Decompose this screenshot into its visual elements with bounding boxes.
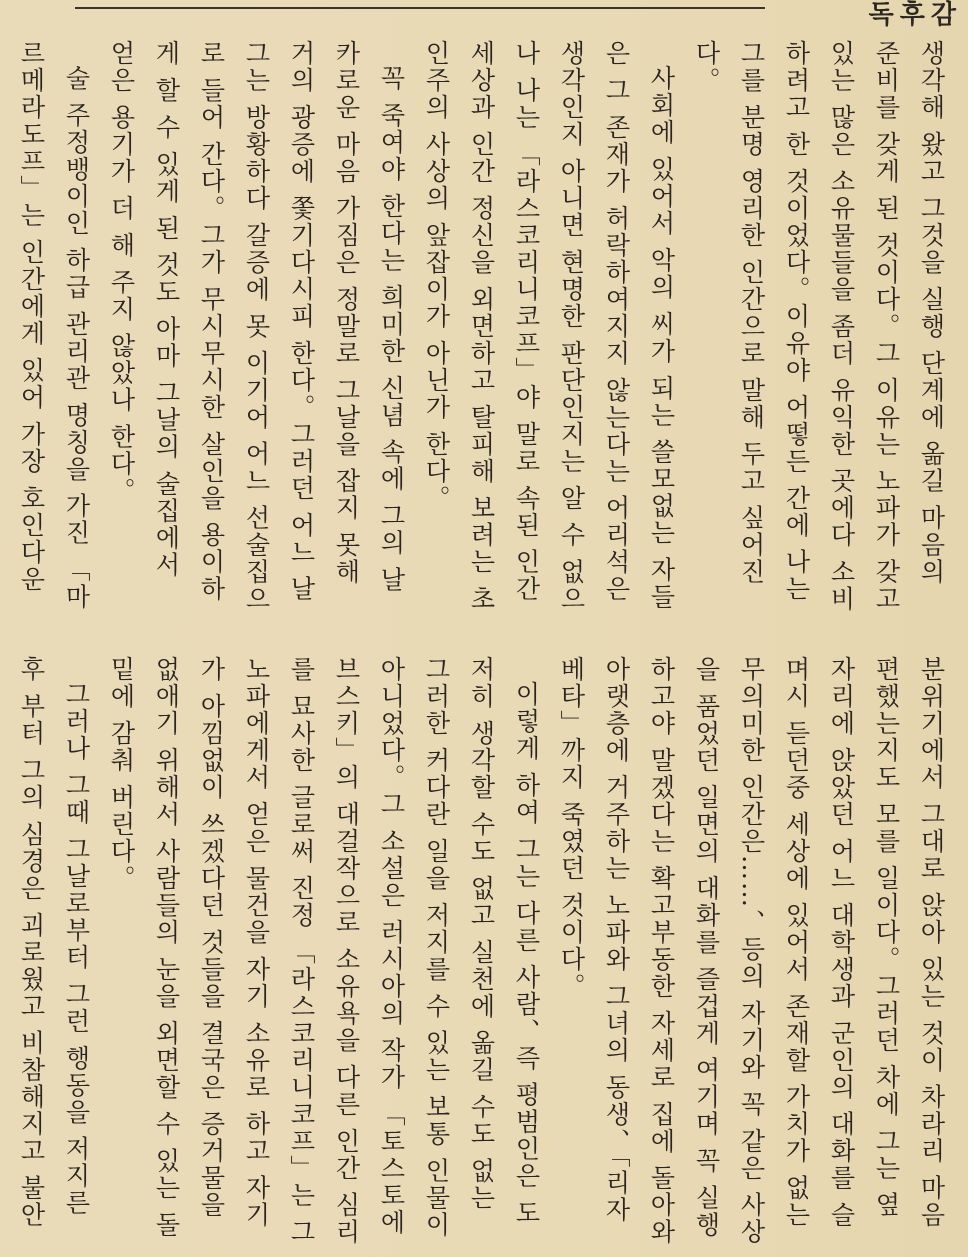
page-title: 독후감 — [868, 0, 962, 30]
header-rule — [75, 7, 765, 9]
paragraph: 술 주정뱅이인 하급 관리관 명칭을 가진 「마르메라도프」는 인간에게 있어 가장 호인다운 — [17, 40, 91, 611]
paragraph: 사회에 있어서 악의 씨가 되는 쓸모없는 자들은 그 존재가 허락하여지지 않는다는 어리석은 생각인지 아니면 현명한 판단인지는 알 수 없으나 나는 「라스코리니코프」야 말로 속된 인간 세상과 인간 정신을 외면하고 탈피해 보려는 초인주의 사상의 앞잡이가 아닌가 한다。 — [422, 40, 676, 613]
lower-text-block — [17, 656, 954, 1246]
paragraph: 분위기에서 그대로 앉아 있는 것이 차라리 마음 편했는지도 모를 일이다。그러던 차에 그는 옆 자리에 앉았던 어느 대학생과 군인의 대화를 슬며시 듣던중 세상에 있어서 존재할 가치가 없는 무의미한 인간은……、등의 자기와 꼭 같은 사상을 품었던 일면의 대화를 즐겁게 여기며 꼭 실행하고야 말겠다는 확고부동한 자세로 집에 돌아와 아랫층에 거주하는 노파와 그녀의 동생、「리자베타」까지 죽였던 것이다。 — [557, 656, 946, 1246]
paragraph: 이렇게 하여 그는 다른 사람、즉 평범인은 도저히 생각할 수도 없고 실천에 옮길 수도 없는 그러한 커다란 일을 저지를 수 있는 보통 인물이 아니었다。그 소설은 러시아의 작가 「토스토에브스키」의 대걸작으로 소유욕을 다른 인간 심리를 묘사한 글로써 진정 「라스코리니코프」는 그 노파에게서 얻은 물건을 자기 소유로 하고 자기가 아낌없이 쓰겠다던 것들을 결국은 증거물을 없애기 위해서 사람들의 눈을 외면할 수 있는 돌 밑에 감춰 버린다。 — [107, 656, 541, 1246]
upper-text-block — [17, 40, 954, 615]
paragraph: 꼭 죽여야 한다는 희미한 신념 속에 그의 날카로운 마음 가짐은 정말로 그날을 잡지 못해 거의 광증에 쫓기다시피 한다。그러던 어느 날 그는 방황하다 갈증에 못 이기어 어느 선술집으로 들어 간다。그가 무시무시한 살인을 용이하게 할 수 있게 된 것도 아마 그날의 술집에서 얻은 용기가 더 해 주지 않았나 한다。 — [107, 40, 406, 613]
paragraph: 그러나 그때 그날로부터 그런 행동을 저지른 후 부터 그의 심경은 괴로웠고 비참해지고 불안 — [17, 656, 91, 1229]
paragraph: 생각해 왔고 그것을 실행 단계에 옮길 마음의 준비를 갖게 된 것이다。그 이유는 노파가 갖고 있는 많은 소유물들을 좀더 유익한 곳에다 소비하려고 한 것이었다。이유야 어떻든 간에 나는 그를 분명 영리한 인간으로 말해 두고 싶어진다。 — [692, 40, 946, 613]
